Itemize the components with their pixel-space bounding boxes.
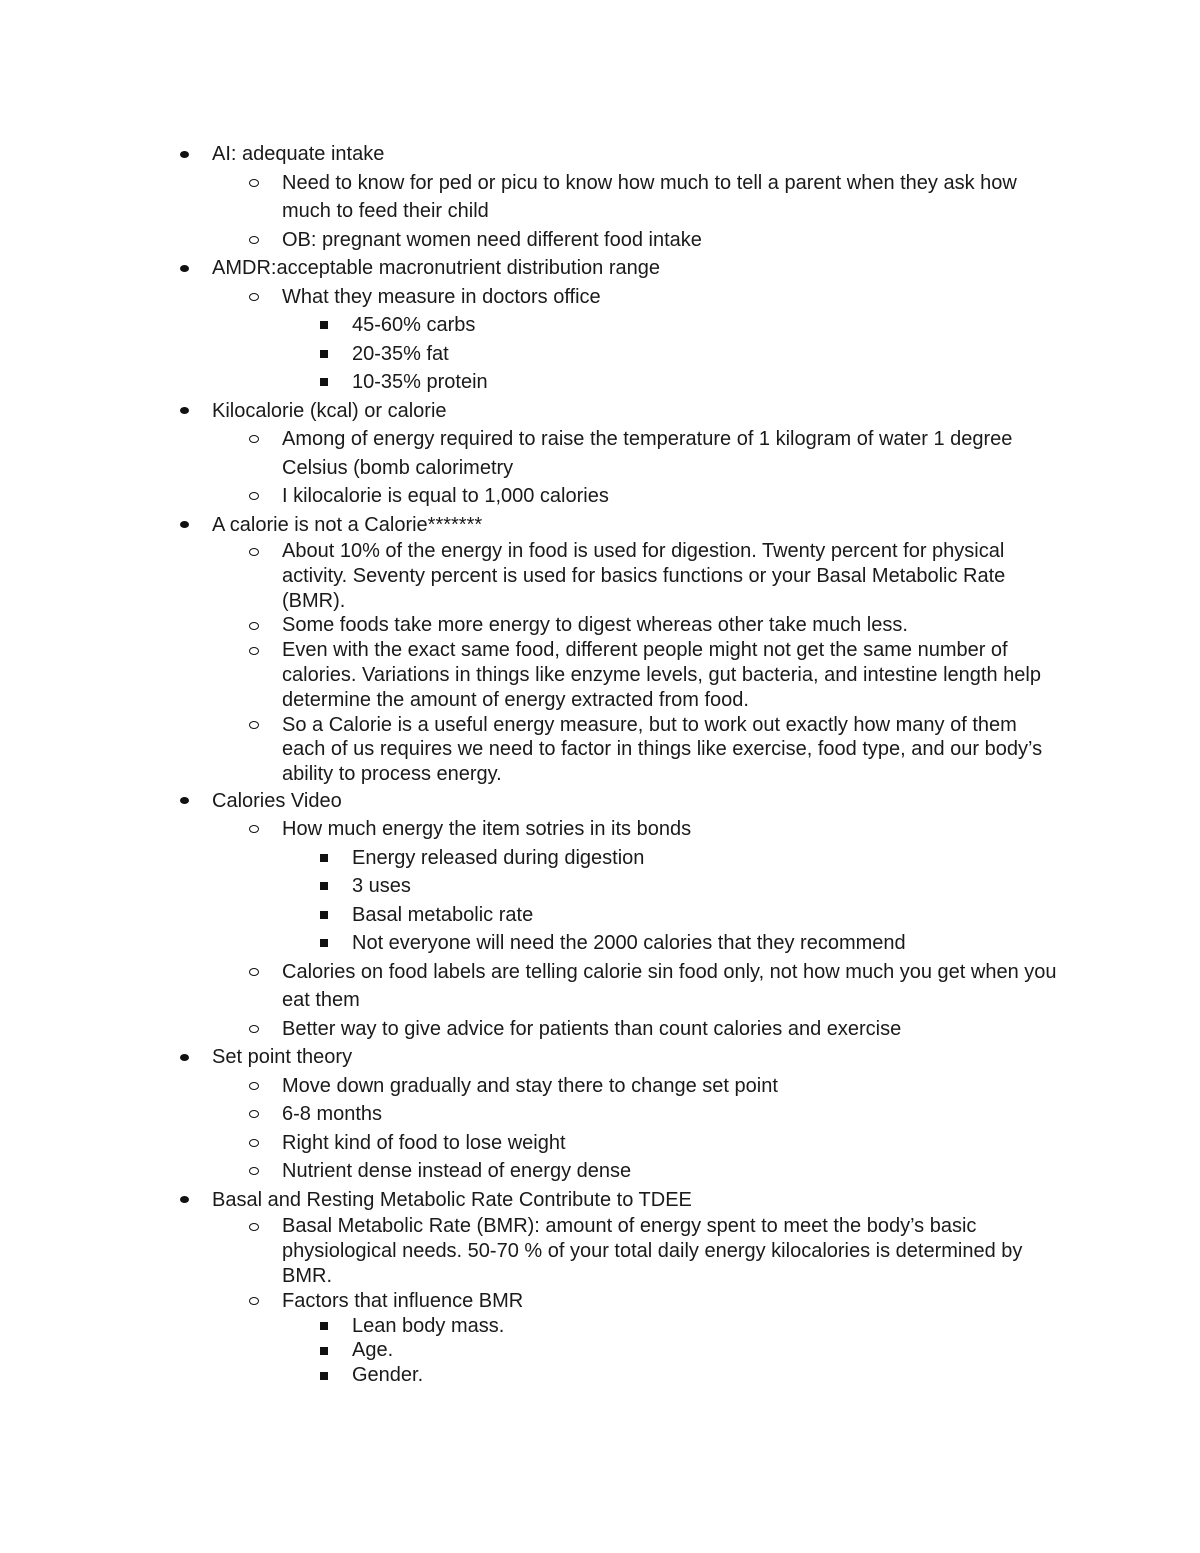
outline-item-level-2 [0,713,1062,787]
bulleted-outline [0,140,1200,1388]
outline-item-text: Energy released during digestion [352,846,645,869]
outline-item-level-2 [0,638,1062,712]
outline-item-level-2 [0,226,1062,255]
outline-item-level-2 [0,958,1062,1015]
outline-item-text: How much energy the item sotries in its bonds [282,818,692,841]
outline-item-level-1 [0,397,1062,426]
outline-item-text: So a Calorie is a useful energy measure, but to work out exactly how many of them each of us requires we need to factor in things like exercise, food type, and our body’s ability to process energy. [282,713,1043,786]
outline-item-level-2 [0,1129,1062,1158]
square-bullet-icon [316,1338,332,1363]
outline-item-text: Need to know for ped or picu to know how much to tell a parent when they ask how much to feed their child [282,171,1017,222]
outline-item-text: Factors that influence BMR [282,1289,524,1312]
outline-item-text: A calorie is not a Calorie******* [212,513,483,536]
square-bullet-icon [316,1363,332,1388]
square-bullet-icon [316,311,332,339]
outline-item-level-1 [0,1186,1062,1215]
outline-item-text: Right kind of food to lose weight [282,1131,566,1154]
outline-item-text: Nutrient dense instead of energy dense [282,1160,632,1183]
outline-item-text: Better way to give advice for patients than count calories and exercise [282,1017,902,1040]
outline-item-level-2 [0,1100,1062,1129]
filled-circle-bullet-icon [176,1186,192,1214]
square-bullet-icon [316,901,332,929]
outline-item-level-3 [0,872,1052,901]
outline-item-level-2 [0,1289,1062,1314]
hollow-circle-bullet-icon [246,638,262,663]
outline-item-text: 45-60% carbs [352,314,476,336]
hollow-circle-bullet-icon [246,283,262,311]
outline-item-level-2 [0,425,1062,482]
outline-item-level-1 [0,511,1062,540]
outline-item-level-2 [0,1072,1062,1101]
outline-item-text: 6-8 months [282,1103,383,1126]
outline-item-text: Not everyone will need the 2000 calories that they recommend [352,932,906,955]
outline-item-level-2 [0,815,1062,844]
outline-item-text: Age. [352,1339,394,1362]
outline-item-level-3 [0,311,1052,340]
outline-item-text: Basal and Resting Metabolic Rate Contribute to TDEE [212,1188,692,1211]
hollow-circle-bullet-icon [246,1129,262,1157]
hollow-circle-bullet-icon [246,482,262,510]
hollow-circle-bullet-icon [246,713,262,738]
outline-item-text: 20-35% fat [352,342,449,365]
outline-item-text: Some foods take more energy to digest whereas other take much less. [282,614,908,637]
outline-item-text: I kilocalorie is equal to 1,000 calories [282,485,609,507]
outline-item-level-2 [0,482,1062,511]
hollow-circle-bullet-icon [246,169,262,197]
hollow-circle-bullet-icon [246,425,262,453]
filled-circle-bullet-icon [176,254,192,282]
hollow-circle-bullet-icon [246,613,262,638]
outline-item-text: Basal Metabolic Rate (BMR): amount of energy spent to meet the body’s basic physiological needs. 50-70 % of your total daily energy kilocalories is determined by BMR. [282,1215,1023,1288]
filled-circle-bullet-icon [176,511,192,539]
outline-item-text: Among of energy required to raise the temperature of 1 kilogram of water 1 degree Celsius (bomb calorimetry [282,428,1013,479]
outline-item-level-1 [0,1043,1062,1072]
outline-item-text: Kilocalorie (kcal) or calorie [212,399,447,422]
outline-item-level-3 [0,368,1052,397]
outline-item-level-3 [0,844,1052,873]
filled-circle-bullet-icon [176,787,192,815]
outline-item-text: 10-35% protein [352,371,488,393]
outline-item-level-3 [0,1338,1052,1363]
outline-item-text: OB: pregnant women need different food intake [282,228,702,251]
hollow-circle-bullet-icon [246,1289,262,1314]
hollow-circle-bullet-icon [246,1072,262,1100]
outline-item-level-3 [0,340,1052,369]
outline-item-level-2 [0,1015,1062,1044]
outline-item-text: What they measure in doctors office [282,285,601,308]
outline-item-level-2 [0,1214,1062,1288]
outline-item-level-3 [0,1363,1052,1388]
outline-item-level-1 [0,254,1062,283]
hollow-circle-bullet-icon [246,1100,262,1128]
outline-item-text: Lean body mass. [352,1314,505,1337]
hollow-circle-bullet-icon [246,539,262,564]
hollow-circle-bullet-icon [246,815,262,843]
outline-item-level-2 [0,169,1062,226]
outline-item-text: Set point theory [212,1046,353,1069]
outline-item-text: Calories Video [212,789,342,812]
outline-item-text: 3 uses [352,875,411,898]
outline-item-level-1 [0,140,1062,169]
outline-item-level-3 [0,901,1052,930]
outline-item-text: Basal metabolic rate [352,903,534,926]
square-bullet-icon [316,872,332,900]
filled-circle-bullet-icon [176,1043,192,1071]
outline-item-level-2 [0,1157,1062,1186]
square-bullet-icon [316,340,332,368]
outline-item-text: Calories on food labels are telling calorie sin food only, not how much you get when you eat them [282,960,1057,1012]
outline-item-text: Gender. [352,1364,424,1387]
hollow-circle-bullet-icon [246,1214,262,1239]
outline-item-level-3 [0,1314,1052,1339]
filled-circle-bullet-icon [176,397,192,425]
square-bullet-icon [316,1314,332,1339]
hollow-circle-bullet-icon [246,1015,262,1043]
outline-item-text: Move down gradually and stay there to change set point [282,1074,778,1097]
hollow-circle-bullet-icon [246,958,262,986]
square-bullet-icon [316,929,332,957]
outline-item-level-3 [0,929,1052,958]
filled-circle-bullet-icon [176,140,192,168]
outline-item-level-2 [0,539,1062,613]
hollow-circle-bullet-icon [246,1157,262,1185]
outline-item-level-2 [0,613,1062,638]
outline-item-level-1 [0,787,1062,816]
outline-item-text: About 10% of the energy in food is used for digestion. Twenty percent for physical activity. Seventy percent is used for basics functions or your Basal Metabolic Rate (BMR). [282,540,1006,612]
hollow-circle-bullet-icon [246,226,262,254]
square-bullet-icon [316,844,332,872]
outline-item-level-2 [0,283,1062,312]
outline-item-text: Even with the exact same food, different people might not get the same number of calories. Variations in things like enzyme levels, gut bacteria, and intestine length help determine the amount of energy extracted from food. [282,639,1041,711]
outline-item-text: AI: adequate intake [212,143,385,165]
square-bullet-icon [316,368,332,396]
outline-item-text: AMDR:acceptable macronutrient distribution range [212,257,660,279]
